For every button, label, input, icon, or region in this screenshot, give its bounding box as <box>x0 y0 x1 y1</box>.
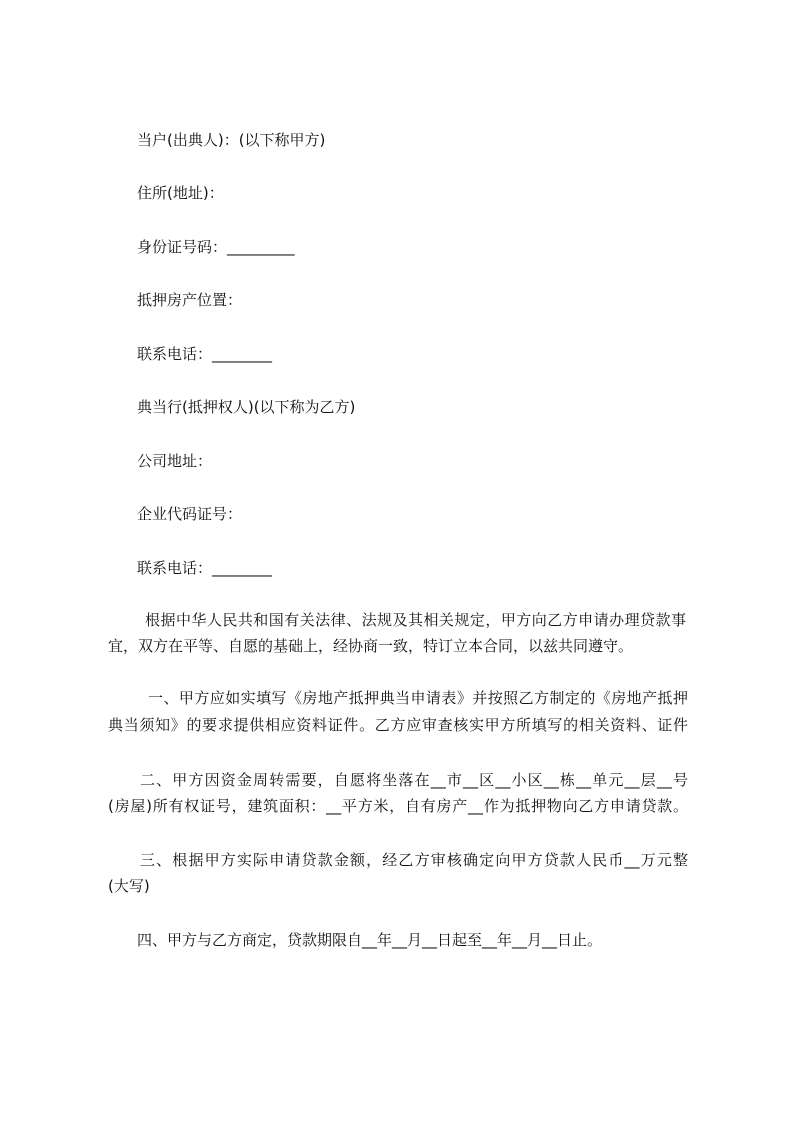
enterprise-code-field: 企业代码证号： <box>137 505 243 523</box>
clause-line: (房屋)所有权证号，建筑面积：__平方米，自有房产__作为抵押物向乙方申请贷款。 <box>108 797 688 815</box>
company-address-field: 公司地址： <box>137 452 213 470</box>
pawnshop-phone-field: 联系电话：________ <box>137 559 273 577</box>
clause-line: 一、甲方应如实填写《房地产抵押典当申请表》并按照乙方制定的《房地产抵押 <box>148 689 688 707</box>
id-number-field: 身份证号码：_________ <box>137 238 295 256</box>
clause-line: 典当须知》的要求提供相应资料证件。乙方应审查核实甲方所填写的相关资料、证件 <box>108 716 688 734</box>
pawnshop-field: 典当行(抵押权人)(以下称为乙方) <box>137 398 356 416</box>
preamble-line: 根据中华人民共和国有关法律、法规及其相关规定，甲方向乙方申请办理贷款事 <box>145 611 686 629</box>
clause-line: 二、甲方因资金周转需要，自愿将坐落在__市__区__小区__栋__单元__层__号 <box>140 771 688 789</box>
preamble-line: 宜，双方在平等、自愿的基础上，经协商一致，特订立本合同，以兹共同遵守。 <box>108 637 634 655</box>
clause-line: 三、根据甲方实际申请贷款金额，经乙方审核确定向甲方贷款人民币__万元整 <box>140 851 688 869</box>
address-field: 住所(地址)： <box>137 184 224 202</box>
clause-line: 四、甲方与乙方商定，贷款期限自__年__月__日起至__年__月__日止。 <box>137 931 603 949</box>
phone-field: 联系电话：________ <box>137 345 273 363</box>
pawner-field: 当户(出典人)：(以下称甲方) <box>137 131 326 149</box>
clause-line: (大写) <box>108 877 150 895</box>
property-location-field: 抵押房产位置： <box>137 291 243 309</box>
